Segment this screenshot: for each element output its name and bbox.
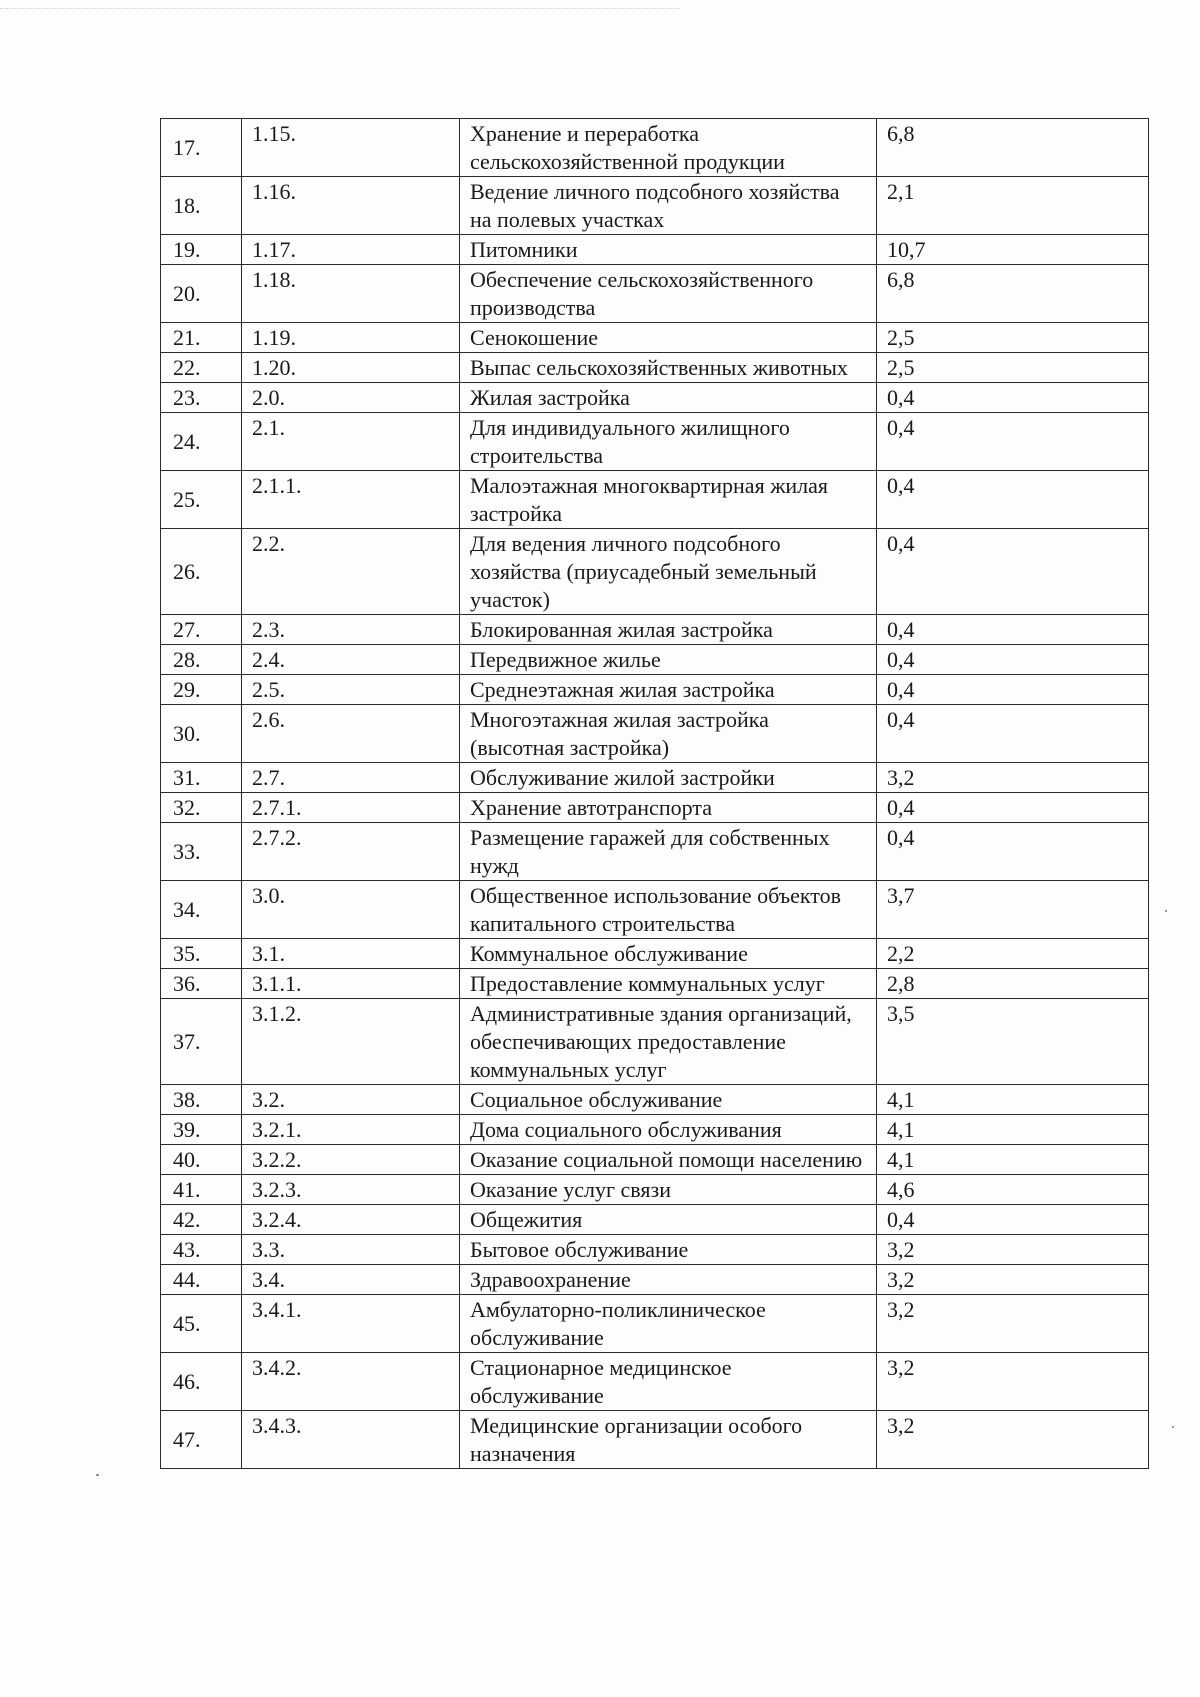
table-row — [161, 413, 1149, 471]
code-cell: 3.2.4. — [242, 1205, 460, 1235]
code-cell: 2.5. — [242, 675, 460, 705]
land-use-name-cell: Общественное использование объектов капитального строительства — [460, 881, 877, 939]
coefficient-cell: 0,4 — [877, 645, 1149, 675]
code-cell: 1.16. — [242, 177, 460, 235]
code-cell: 3.2. — [242, 1085, 460, 1115]
table-row — [161, 675, 1149, 705]
row-number-cell: 42. — [161, 1205, 242, 1235]
code-cell: 3.4. — [242, 1265, 460, 1295]
code-cell: 2.7.2. — [242, 823, 460, 881]
code-cell: 3.1.2. — [242, 999, 460, 1085]
row-number-cell: 20. — [161, 265, 242, 323]
table-row — [161, 645, 1149, 675]
code-cell: 1.19. — [242, 323, 460, 353]
code-cell: 3.1. — [242, 939, 460, 969]
land-use-name-cell: Оказание социальной помощи населению — [460, 1145, 877, 1175]
table-row — [161, 1115, 1149, 1145]
row-number-cell: 17. — [161, 119, 242, 177]
code-cell: 2.6. — [242, 705, 460, 763]
row-number-cell: 18. — [161, 177, 242, 235]
code-cell: 3.4.1. — [242, 1295, 460, 1353]
coefficient-cell: 2,2 — [877, 939, 1149, 969]
coefficient-cell: 2,5 — [877, 323, 1149, 353]
table-row — [161, 969, 1149, 999]
coefficient-cell: 3,2 — [877, 1235, 1149, 1265]
coefficient-cell: 10,7 — [877, 235, 1149, 265]
coefficient-cell: 0,4 — [877, 471, 1149, 529]
coefficient-cell: 0,4 — [877, 793, 1149, 823]
code-cell: 3.4.3. — [242, 1411, 460, 1469]
code-cell: 3.1.1. — [242, 969, 460, 999]
land-use-name-cell: Жилая застройка — [460, 383, 877, 413]
code-cell: 2.7.1. — [242, 793, 460, 823]
row-number-cell: 44. — [161, 1265, 242, 1295]
code-cell: 2.4. — [242, 645, 460, 675]
land-use-name-cell: Социальное обслуживание — [460, 1085, 877, 1115]
row-number-cell: 43. — [161, 1235, 242, 1265]
table-row — [161, 793, 1149, 823]
land-use-name-cell: Среднеэтажная жилая застройка — [460, 675, 877, 705]
land-use-name-cell: Предоставление коммунальных услуг — [460, 969, 877, 999]
land-use-name-cell: Дома социального обслуживания — [460, 1115, 877, 1145]
land-use-name-cell: Хранение и переработка сельскохозяйственной продукции — [460, 119, 877, 177]
land-use-name-cell: Хранение автотранспорта — [460, 793, 877, 823]
table-row — [161, 823, 1149, 881]
row-number-cell: 38. — [161, 1085, 242, 1115]
code-cell: 1.15. — [242, 119, 460, 177]
coefficient-cell: 3,2 — [877, 763, 1149, 793]
land-use-name-cell: Передвижное жилье — [460, 645, 877, 675]
land-use-name-cell: Оказание услуг связи — [460, 1175, 877, 1205]
code-cell: 2.1. — [242, 413, 460, 471]
coefficient-cell: 4,1 — [877, 1145, 1149, 1175]
land-use-name-cell: Размещение гаражей для собственных нужд — [460, 823, 877, 881]
code-cell: 1.17. — [242, 235, 460, 265]
code-cell: 1.18. — [242, 265, 460, 323]
table-row — [161, 1265, 1149, 1295]
row-number-cell: 39. — [161, 1115, 242, 1145]
row-number-cell: 28. — [161, 645, 242, 675]
row-number-cell: 27. — [161, 615, 242, 645]
code-cell: 1.20. — [242, 353, 460, 383]
row-number-cell: 23. — [161, 383, 242, 413]
code-cell: 3.0. — [242, 881, 460, 939]
coefficient-cell: 2,1 — [877, 177, 1149, 235]
coefficient-cell: 0,4 — [877, 675, 1149, 705]
coefficient-cell: 0,4 — [877, 823, 1149, 881]
table-row — [161, 1411, 1149, 1469]
coefficient-cell: 6,8 — [877, 119, 1149, 177]
land-use-name-cell: Медицинские организации особого назначения — [460, 1411, 877, 1469]
land-use-name-cell: Для индивидуального жилищного строительства — [460, 413, 877, 471]
row-number-cell: 46. — [161, 1353, 242, 1411]
row-number-cell: 34. — [161, 881, 242, 939]
land-use-name-cell: Здравоохранение — [460, 1265, 877, 1295]
table-row — [161, 1235, 1149, 1265]
row-number-cell: 26. — [161, 529, 242, 615]
table-row — [161, 999, 1149, 1085]
land-use-name-cell: Сенокошение — [460, 323, 877, 353]
coefficient-cell: 3,2 — [877, 1353, 1149, 1411]
land-use-name-cell: Бытовое обслуживание — [460, 1235, 877, 1265]
row-number-cell: 30. — [161, 705, 242, 763]
table-row — [161, 1145, 1149, 1175]
land-use-name-cell: Питомники — [460, 235, 877, 265]
coefficient-cell: 3,5 — [877, 999, 1149, 1085]
code-cell: 2.3. — [242, 615, 460, 645]
row-number-cell: 37. — [161, 999, 242, 1085]
code-cell: 2.1.1. — [242, 471, 460, 529]
table-row — [161, 615, 1149, 645]
row-number-cell: 35. — [161, 939, 242, 969]
land-use-name-cell: Обслуживание жилой застройки — [460, 763, 877, 793]
code-cell: 2.2. — [242, 529, 460, 615]
land-use-name-cell: Ведение личного подсобного хозяйства на полевых участках — [460, 177, 877, 235]
coefficient-cell: 0,4 — [877, 705, 1149, 763]
land-use-name-cell: Общежития — [460, 1205, 877, 1235]
row-number-cell: 33. — [161, 823, 242, 881]
table-row — [161, 529, 1149, 615]
land-use-name-cell: Многоэтажная жилая застройка (высотная застройка) — [460, 705, 877, 763]
scan-speck — [1165, 910, 1167, 912]
land-use-name-cell: Малоэтажная многоквартирная жилая застройка — [460, 471, 877, 529]
land-use-name-cell: Амбулаторно-поликлиническое обслуживание — [460, 1295, 877, 1353]
land-use-name-cell: Стационарное медицинское обслуживание — [460, 1353, 877, 1411]
coefficient-cell: 3,2 — [877, 1411, 1149, 1469]
row-number-cell: 45. — [161, 1295, 242, 1353]
table-row — [161, 1353, 1149, 1411]
row-number-cell: 29. — [161, 675, 242, 705]
table-row — [161, 763, 1149, 793]
land-use-name-cell: Административные здания организаций, обеспечивающих предоставление коммунальных услуг — [460, 999, 877, 1085]
table-row — [161, 235, 1149, 265]
coefficient-cell: 3,7 — [877, 881, 1149, 939]
table-row — [161, 119, 1149, 177]
table-row — [161, 353, 1149, 383]
scan-speck — [1172, 1426, 1174, 1428]
land-use-name-cell: Выпас сельскохозяйственных животных — [460, 353, 877, 383]
land-use-table — [160, 118, 1149, 1469]
code-cell: 3.4.2. — [242, 1353, 460, 1411]
row-number-cell: 40. — [161, 1145, 242, 1175]
coefficient-cell: 0,4 — [877, 615, 1149, 645]
coefficient-cell: 0,4 — [877, 383, 1149, 413]
coefficient-cell: 4,6 — [877, 1175, 1149, 1205]
row-number-cell: 25. — [161, 471, 242, 529]
table-row — [161, 1085, 1149, 1115]
code-cell: 3.2.2. — [242, 1145, 460, 1175]
code-cell: 2.0. — [242, 383, 460, 413]
row-number-cell: 24. — [161, 413, 242, 471]
land-use-name-cell: Блокированная жилая застройка — [460, 615, 877, 645]
table-row — [161, 939, 1149, 969]
table-row — [161, 383, 1149, 413]
coefficient-cell: 4,1 — [877, 1115, 1149, 1145]
row-number-cell: 22. — [161, 353, 242, 383]
land-use-name-cell: Обеспечение сельскохозяйственного производства — [460, 265, 877, 323]
coefficient-cell: 0,4 — [877, 413, 1149, 471]
land-use-name-cell: Для ведения личного подсобного хозяйства (приусадебный земельный участок) — [460, 529, 877, 615]
row-number-cell: 21. — [161, 323, 242, 353]
row-number-cell: 32. — [161, 793, 242, 823]
coefficient-cell: 6,8 — [877, 265, 1149, 323]
coefficient-cell: 4,1 — [877, 1085, 1149, 1115]
table-row — [161, 265, 1149, 323]
code-cell: 3.2.3. — [242, 1175, 460, 1205]
coefficient-cell: 2,8 — [877, 969, 1149, 999]
table-body — [161, 119, 1149, 1469]
coefficient-cell: 0,4 — [877, 529, 1149, 615]
row-number-cell: 36. — [161, 969, 242, 999]
coefficient-cell: 3,2 — [877, 1295, 1149, 1353]
coefficient-cell: 3,2 — [877, 1265, 1149, 1295]
table-row — [161, 1205, 1149, 1235]
table-row — [161, 705, 1149, 763]
table-row — [161, 177, 1149, 235]
land-use-name-cell: Коммунальное обслуживание — [460, 939, 877, 969]
table-row — [161, 1175, 1149, 1205]
row-number-cell: 19. — [161, 235, 242, 265]
scan-artifact-line — [0, 8, 680, 9]
table-row — [161, 471, 1149, 529]
code-cell: 3.2.1. — [242, 1115, 460, 1145]
row-number-cell: 41. — [161, 1175, 242, 1205]
code-cell: 2.7. — [242, 763, 460, 793]
table-row — [161, 881, 1149, 939]
coefficient-cell: 2,5 — [877, 353, 1149, 383]
coefficient-cell: 0,4 — [877, 1205, 1149, 1235]
row-number-cell: 47. — [161, 1411, 242, 1469]
code-cell: 3.3. — [242, 1235, 460, 1265]
table-row — [161, 1295, 1149, 1353]
scan-speck — [96, 1474, 99, 1476]
row-number-cell: 31. — [161, 763, 242, 793]
table-row — [161, 323, 1149, 353]
